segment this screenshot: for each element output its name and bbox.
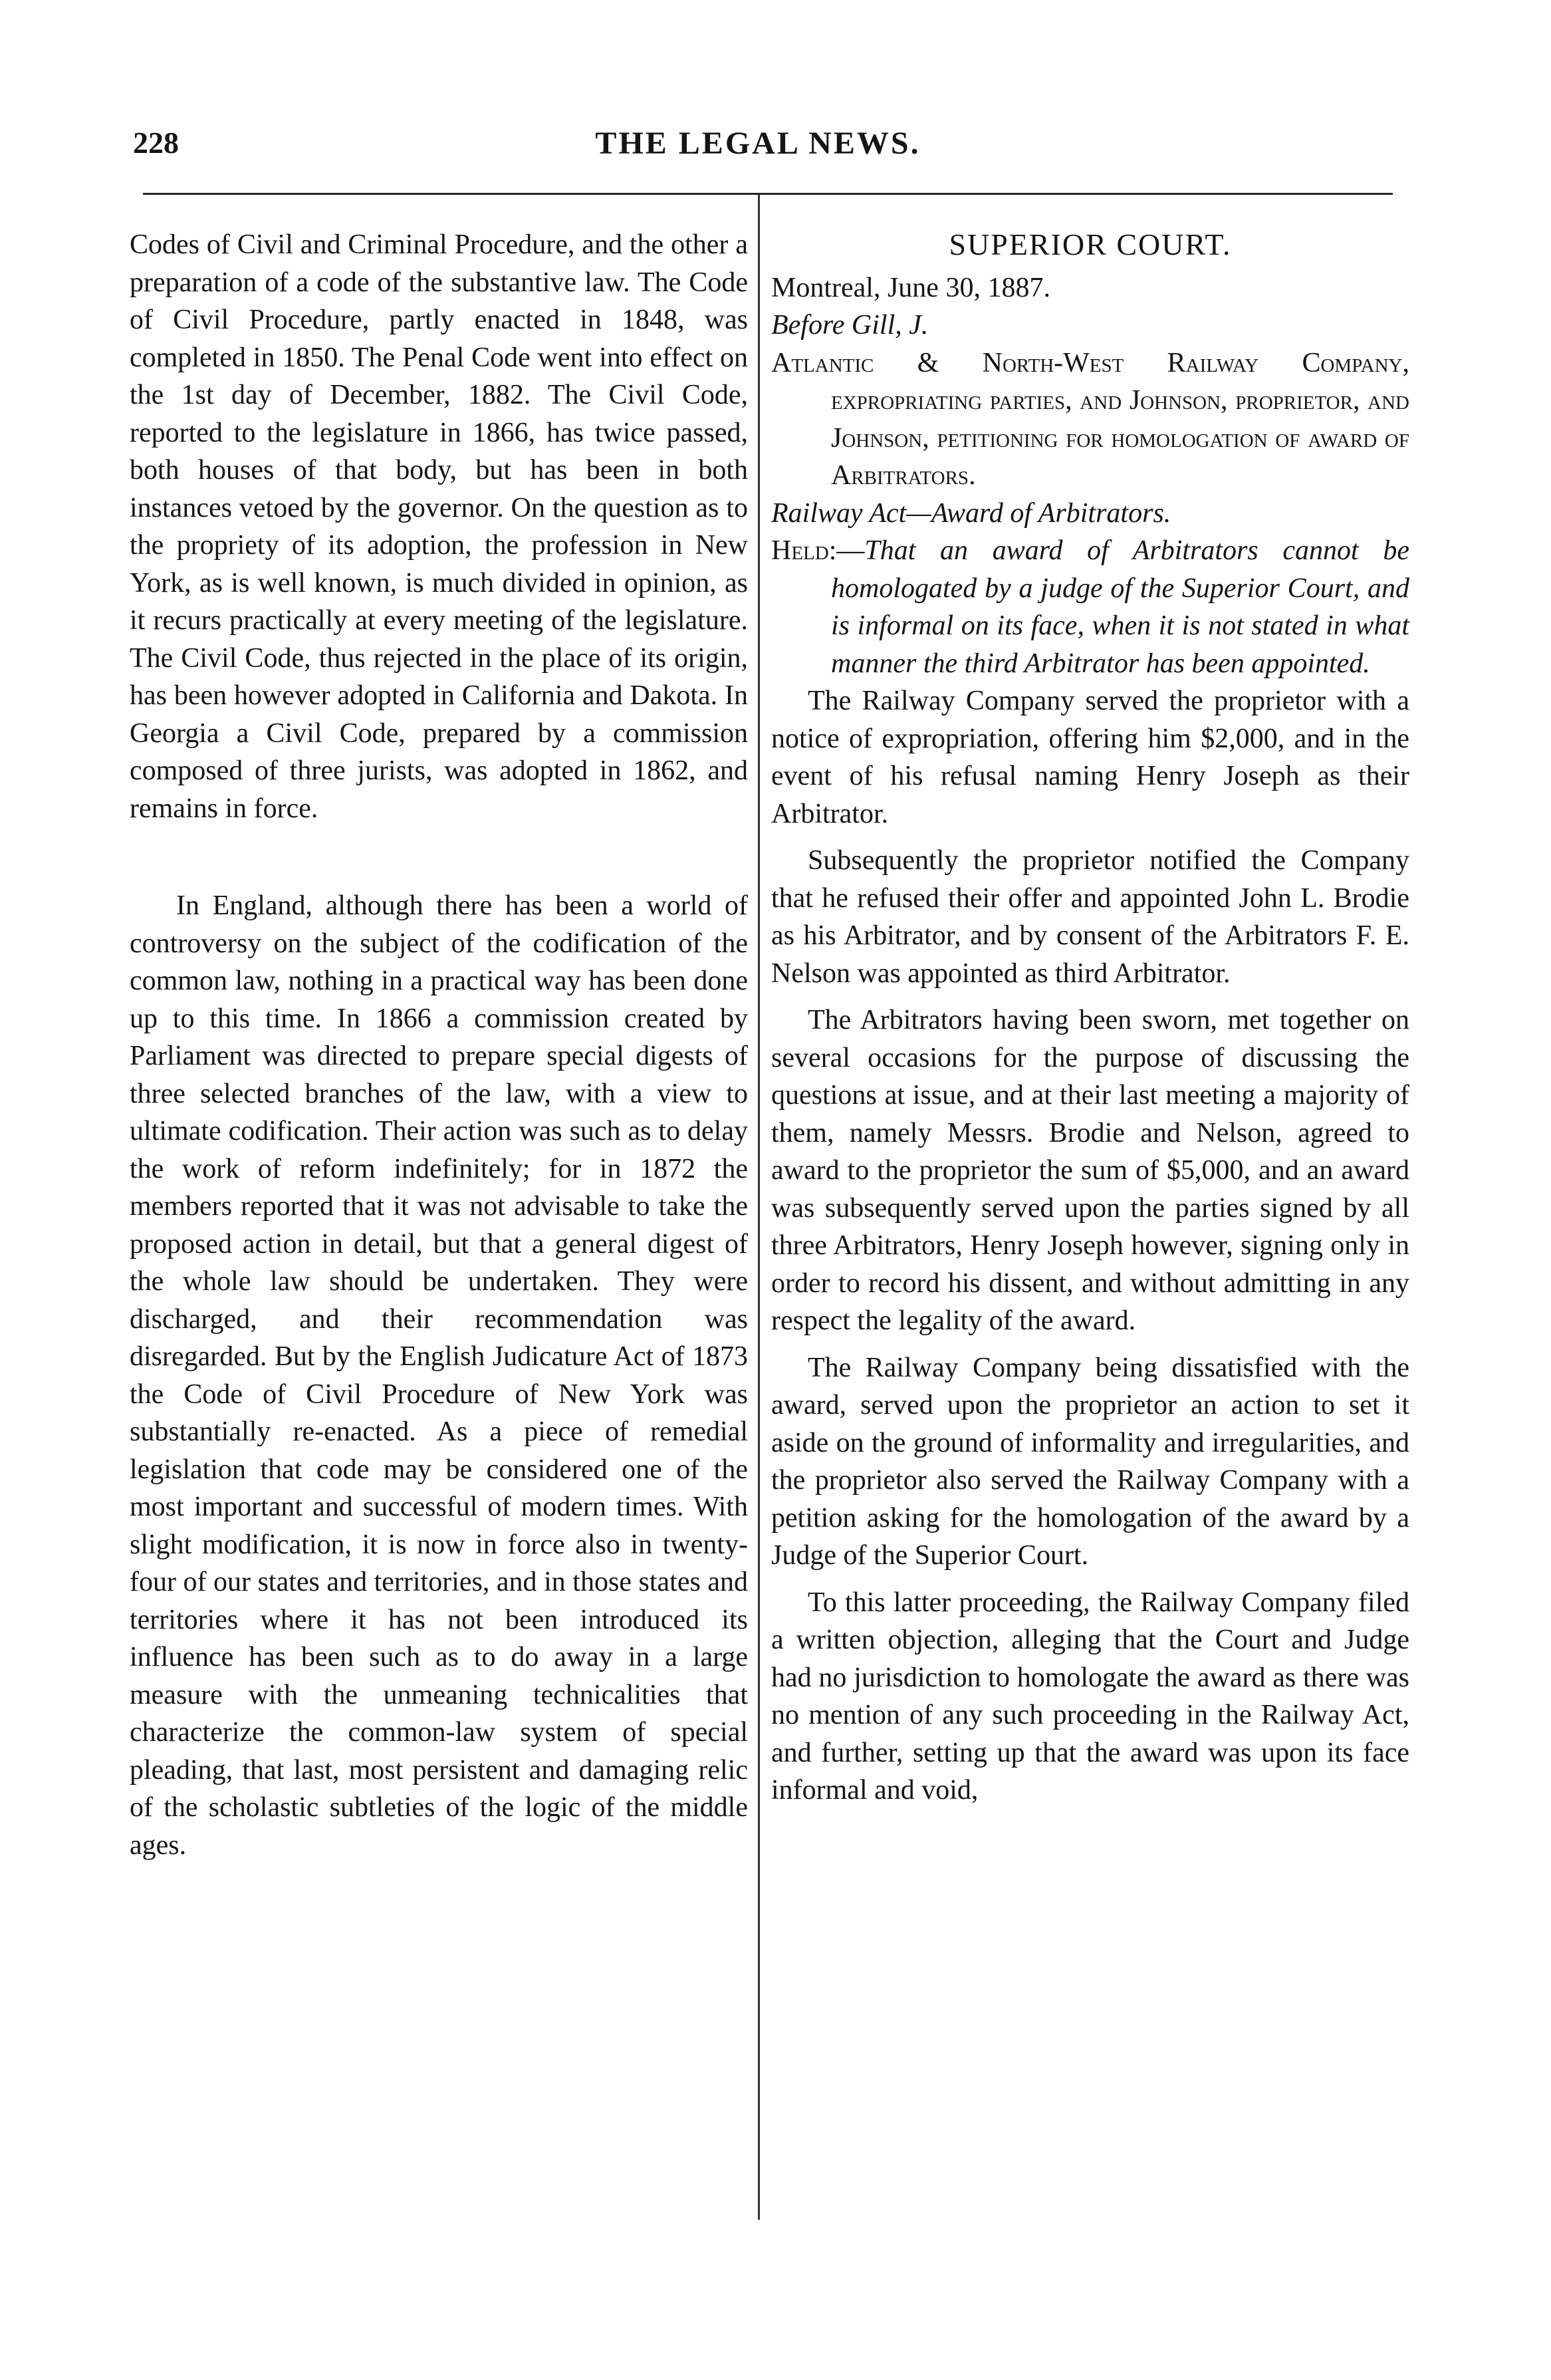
right-paragraph-1: The Railway Company served the proprietor with a notice of expropriation, offering him $2,000, and in the event of his refusal naming Henry Joseph as their Arbitrator.: [771, 686, 1409, 829]
judge-line: Before Gill, J.: [771, 310, 929, 340]
dateline: Montreal, June 30, 1887.: [771, 272, 1050, 303]
held-label: Held:—: [771, 535, 865, 566]
left-paragraph-england: In England, although there has been a world of controversy on the subject of the codification of the common law, nothing in a practical way has been done up to this time. In 1866 a commission created by Parliament was directed to prepare special digests of three selected branches of the law, with a view to ultimate codification. Their action was such as to delay the work of reform indefinitely; for in 1872 the members reported that it was not advisable to take the proposed action in detail, but that a general digest of the whole law should be undertaken. They were discharged, and their recommendation was disregarded. But by the English Judicature Act of 1873 the Code of Civil Procedure of New York was substantially re-enacted. As a piece of remedial legislation that code may be considered one of the most important and successful of modern times. With slight modification, it is now in force also in twenty-four of our states and territories, and in those states and territories where it has not been introduced its influence has been such as to do away in a large measure with the unmeaning technicalities that characterize the common-law system of special pleading, that last, most persistent and damaging relic of the scholastic subtleties of the logic of the middle ages.: [130, 890, 748, 1861]
held-text: That an award of Arbitrators cannot be homologated by a judge of the Superior Court, and is informal on its face, when it is not stated in what manner the third Arbitrator has been appointed.: [831, 535, 1409, 679]
page-number: 228: [133, 126, 179, 160]
column-divider: [758, 195, 760, 2220]
running-title: THE LEGAL NEWS.: [595, 126, 921, 161]
right-paragraph-3: The Arbitrators having been sworn, met together on several occasions for the purpose of discussing the questions at issue, and at their last meeting a majority of them, namely Messrs. Brodie and Nelson, agreed to award to the proprietor the sum of $5,000, and an award was subsequently served upon the parties signed by all three Arbitrators, Henry Joseph however, signing only in order to record his dissent, and without admitting in any respect the legality of the award.: [771, 1005, 1409, 1336]
court-heading: SUPERIOR COURT.: [949, 227, 1232, 261]
right-paragraph-4: The Railway Company being dissatisfied with the award, served upon the proprietor an action to set it aside on the ground of informality and irregularities, and the proprietor also served the Railway Company with a petition asking for the homologation of the award by a Judge of the Superior Court.: [771, 1352, 1409, 1571]
right-paragraph-5: To this latter proceeding, the Railway Company filed a written objection, alleging that the Court and Judge had no jurisdiction to homologate the award as there was no mention of any such proceeding in the Railway Act, and further, setting up that the award was upon its face informal and void,: [771, 1587, 1409, 1805]
left-column: [130, 226, 748, 1864]
case-name: Atlantic & North-West Railway Company, expropriating parties, and Johnson, proprietor, and Johnson, petitioning for homologation of award of Arbitrators.: [771, 347, 1409, 491]
held-headnote: [771, 532, 1409, 682]
left-paragraph-codes: Codes of Civil and Criminal Procedure, and the other a preparation of a code of the substantive law. The Code of Civil Procedure, partly enacted in 1848, was completed in 1850. The Penal Code went into effect on the 1st day of December, 1882. The Civil Code, reported to the legislature in 1866, has twice passed, both houses of that body, but has been in both instances vetoed by the governor. On the question as to the propriety of its adoption, the profession in New York, as is well known, is much divided in opinion, as it recurs practically at every meeting of the legislature. The Civil Code, thus rejected in the place of its origin, has been however adopted in California and Dakota. In Georgia a Civil Code, prepared by a commission composed of three jurists, was adopted in 1862, and remains in force.: [130, 229, 748, 824]
right-paragraph-2: Subsequently the proprietor notified the Company that he refused their offer and appointed John L. Brodie as his Arbitrator, and by consent of the Arbitrators F. E. Nelson was appointed as third Arbitrator.: [771, 845, 1409, 989]
right-column: [771, 226, 1409, 1819]
page-header: [133, 125, 1383, 178]
rubric: Railway Act—Award of Arbitrators.: [771, 497, 1171, 529]
header-rule: [143, 193, 1393, 195]
